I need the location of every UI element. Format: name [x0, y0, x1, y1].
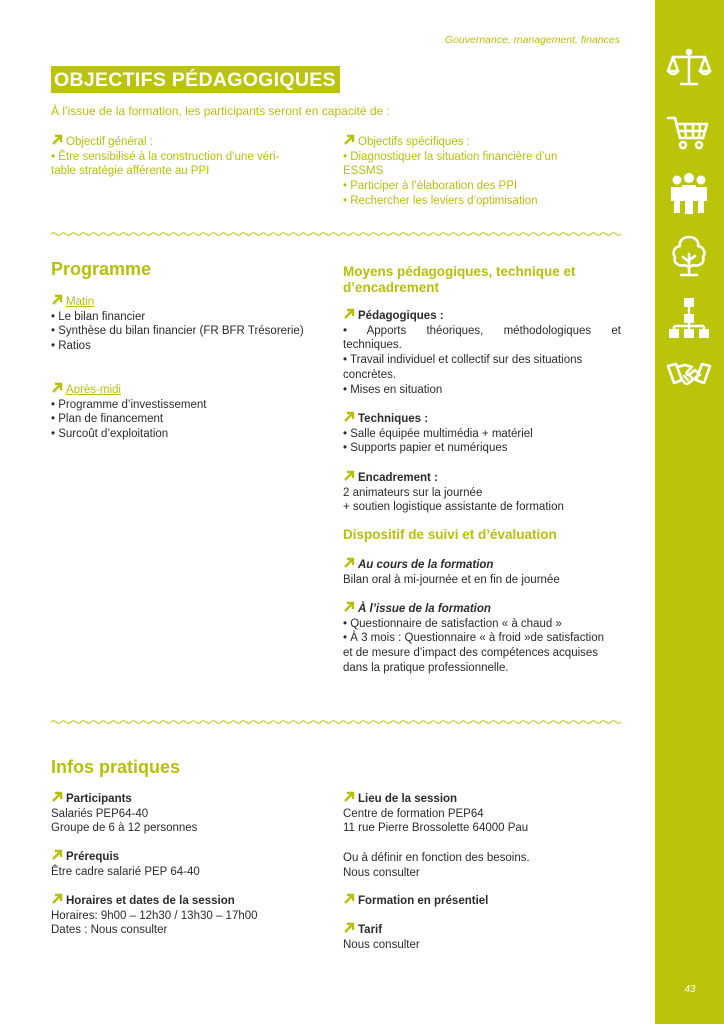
lieu-line: Centre de formation PEP64: [343, 807, 484, 820]
moyens-title: [343, 264, 625, 296]
infos-participants: [51, 791, 331, 836]
suivi-during: [343, 557, 621, 587]
programme-item: • Programme d’investissement: [51, 398, 207, 411]
objective-specific: [343, 134, 625, 209]
participants-line: Salariés PEP64-40: [51, 807, 149, 820]
infos-prerequis: [51, 849, 331, 879]
horaires-title: Horaires et dates de la session: [66, 895, 235, 907]
horaires-line: Dates : Nous consulter: [51, 924, 168, 937]
arrow-icon: [343, 893, 355, 905]
after-line: et de mesure d’impact des compétences acquises: [343, 647, 599, 660]
encadrement-line: 2 animateurs sur la journée: [343, 486, 483, 499]
programme-morning: [51, 294, 331, 354]
arrow-icon: [51, 849, 63, 861]
moyens-title-line: Moyens pédagogiques, technique et: [343, 264, 576, 279]
infos-presentiel: [343, 893, 621, 909]
after-line: • Questionnaire de satisfaction « à chaud »: [343, 617, 562, 630]
infos-title: Infos pratiques: [51, 757, 181, 777]
moyens-techniques: [343, 411, 621, 456]
after-line: • À 3 mois : Questionnaire « à froid »de satisfaction: [343, 632, 604, 645]
pedagogiques-title: Pédagogiques :: [358, 310, 444, 322]
lieu-title: Lieu de la session: [358, 793, 458, 805]
objective-general-title: Objectif général :: [66, 136, 153, 148]
objective-specific-line: • Participer à l’élaboration des PPI: [343, 180, 518, 193]
participants-title: Participants: [66, 793, 132, 805]
programme-item: • Surcoût d’exploitation: [51, 428, 169, 441]
arrow-icon: [343, 791, 355, 803]
tarif-text: Nous consulter: [343, 938, 420, 951]
org-chart-icon: [665, 294, 713, 342]
techniques-title: Techniques :: [358, 413, 429, 425]
scales-icon: [665, 44, 713, 92]
moyens-pedagogiques: [343, 308, 621, 397]
objectives-title: OBJECTIFS PÉDAGOGIQUES: [51, 66, 340, 93]
lieu-extra: Ou à définir en fonction des besoins.: [343, 851, 530, 864]
moyens-title-line: d’encadrement: [343, 280, 440, 295]
arrow-icon: [51, 134, 63, 146]
pedago-line: concrètes.: [343, 368, 397, 381]
infos-lieu: [343, 791, 621, 880]
objective-specific-line: ESSMS: [343, 165, 384, 178]
after-line: dans la pratique professionnelle.: [343, 661, 509, 674]
infos-horaires: [51, 893, 331, 938]
programme-title: Programme: [51, 259, 152, 279]
objective-general: [51, 134, 326, 179]
page-number: 43: [684, 984, 696, 995]
arrow-icon: [51, 382, 63, 394]
programme-item: • Le bilan financier: [51, 310, 146, 323]
arrow-icon: [51, 791, 63, 803]
lieu-extra: Nous consulter: [343, 866, 420, 879]
programme-item: • Synthèse du bilan financier (FR BFR Trésorerie): [51, 325, 304, 338]
people-icon: [665, 170, 713, 218]
arrow-icon: [343, 470, 355, 482]
encadrement-line: + soutien logistique assistante de formation: [343, 501, 564, 514]
presentiel-title: Formation en présentiel: [358, 895, 489, 907]
arrow-icon: [343, 134, 355, 146]
tech-line: • Supports papier et numériques: [343, 442, 508, 455]
arrow-icon: [51, 893, 63, 905]
objective-general-line: • Être sensibilisé à la construction d’une véri-: [51, 150, 280, 163]
arrow-icon: [343, 601, 355, 613]
after-title: À l’issue de la formation: [358, 603, 491, 615]
arrow-icon: [343, 411, 355, 423]
cart-icon: [665, 108, 713, 156]
prerequis-title: Prérequis: [66, 851, 120, 863]
suivi-title: Dispositif de suivi et d’évaluation: [343, 527, 557, 542]
running-head: Gouvernance, management, finances: [444, 34, 620, 46]
wave-divider: [51, 719, 621, 725]
arrow-icon: [51, 294, 63, 306]
participants-line: Groupe de 6 à 12 personnes: [51, 822, 198, 835]
tarif-title: Tarif: [358, 924, 383, 936]
lieu-line: 11 rue Pierre Brossolette 64000 Pau: [343, 822, 529, 835]
pedago-line: • Mises en situation: [343, 383, 443, 396]
objective-specific-line: • Rechercher les leviers d’optimisation: [343, 194, 538, 207]
horaires-line: Horaires: 9h00 – 12h30 / 13h30 – 17h00: [51, 909, 258, 922]
sidebar: [655, 0, 724, 1024]
pedago-line: techniques.: [343, 339, 402, 352]
prerequis-text: Être cadre salarié PEP 64-40: [51, 865, 200, 878]
handshake-icon: [665, 350, 713, 398]
objectives-intro: À l’issue de la formation, les participants seront en capacité de :: [51, 104, 390, 118]
objective-general-line: table stratégie afférente au PPI: [51, 165, 210, 178]
objective-specific-title: Objectifs spécifiques :: [358, 136, 470, 148]
arrow-icon: [343, 557, 355, 569]
pedago-line: • Travail individuel et collectif sur des situations: [343, 354, 583, 367]
programme-afternoon: [51, 382, 331, 442]
programme-item: • Plan de financement: [51, 413, 164, 426]
during-title: Au cours de la formation: [358, 559, 494, 571]
wave-divider: [51, 231, 621, 237]
during-text: Bilan oral à mi-journée et en fin de journée: [343, 573, 560, 586]
encadrement-title: Encadrement :: [358, 472, 438, 484]
arrow-icon: [343, 922, 355, 934]
arrow-icon: [343, 308, 355, 320]
afternoon-link[interactable]: Après-midi: [66, 384, 121, 396]
morning-link[interactable]: Matin: [66, 296, 95, 308]
pedago-line: • Apports théoriques, méthodologiques et: [343, 324, 621, 337]
suivi-after: [343, 601, 621, 676]
moyens-encadrement: [343, 470, 621, 515]
tree-icon: [665, 232, 713, 280]
tech-line: • Salle équipée multimédia + matériel: [343, 427, 533, 440]
objective-specific-line: • Diagnostiquer la situation financière d’un: [343, 150, 558, 163]
infos-tarif: [343, 922, 621, 952]
programme-item: • Ratios: [51, 340, 91, 353]
